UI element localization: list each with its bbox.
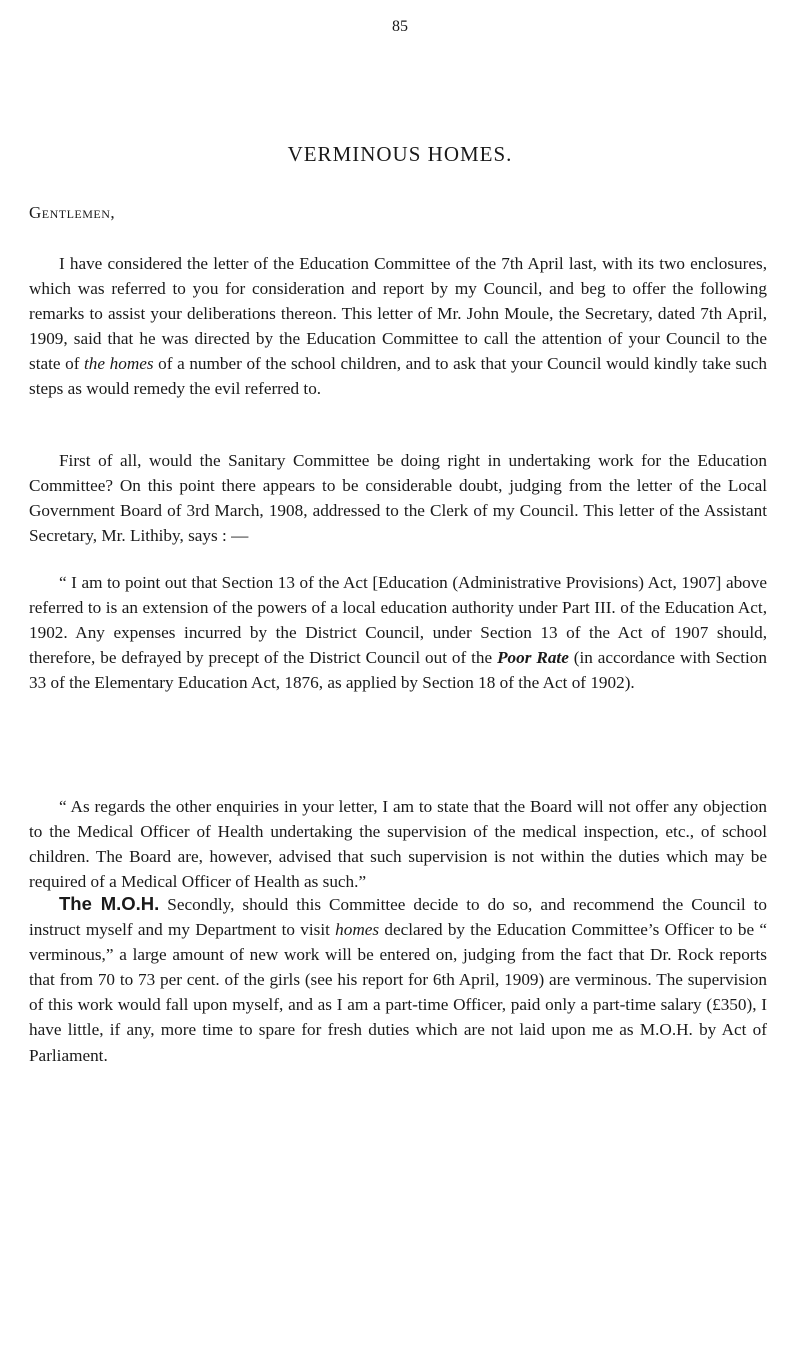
paragraph-5-italic: homes bbox=[335, 920, 380, 940]
salutation: Gentlemen, bbox=[29, 203, 116, 222]
paragraph-5-lead: The M.O.H. bbox=[59, 893, 160, 914]
paragraph-1-italic: the homes bbox=[84, 354, 154, 374]
paragraph-1 bbox=[29, 251, 767, 402]
paragraph-1-text-c: of a number of the school children, and to ask that your Council would kindly take such steps as would remedy the evil referred to. bbox=[29, 354, 767, 399]
paragraph-3-italic: Poor Rate bbox=[497, 648, 569, 668]
paragraph-3-quote bbox=[29, 570, 767, 695]
page-number: 85 bbox=[392, 18, 408, 35]
paragraph-5-text-c: declared by the Education Committee’s Officer to be “ verminous,” a large amount of new work will be entered on, judging from the fact that Dr. Rock reports that from 70 to 73 per cent. of the girls (see his report for 6th April, 1909) are verminous. The supervision of this work would fall upon myself, and as I am a part-time Officer, paid only a part-time salary (£350), I have little, if any, more time to spare for fresh duties which are not laid upon me as M.O.H. by Act of Parliament. bbox=[29, 920, 767, 1065]
paragraph-3-text-c: (in accordance with Section 33 of the Elementary Education Act, 1876, as applied by Section 18 of the Act of 1902). bbox=[29, 648, 767, 693]
paragraph-1-text-a: I have considered the letter of the Education Committee of the 7th April last, with its two enclosures, which was referred to you for consideration and report by my Council, and beg to offer the following remarks to assist your deliberations thereon. This letter of Mr. John Moule, the Secretary, dated 7th April, 1909, said that he was directed by the Education Committee to call the attention of your Council to the state of bbox=[29, 254, 767, 374]
paragraph-5-text-a: Secondly, should this Committee decide to do so, and recommend the Council to instruct myself and my Department to visit bbox=[29, 895, 767, 940]
paragraph-4-quote: “ As regards the other enquiries in your letter, I am to state that the Board will not offer any objection to the Medical Officer of Health undertaking the supervision of the medical inspection, etc., of school children. The Board are, however, advised that such supervision is not within the duties which may be required of a Medical Officer of Health as such.” bbox=[29, 797, 767, 892]
section-title: VERMINOUS HOMES. bbox=[287, 142, 513, 166]
paragraph-2: First of all, would the Sanitary Committee be doing right in undertaking work for the Education Committee? On this point there appears to be considerable doubt, judging from the letter of the Local Government Board of 3rd March, 1908, addressed to the Clerk of my Council. This letter of the Assistant Secretary, Mr. Lithiby, says : — bbox=[29, 451, 767, 546]
paragraph-3-text-a: “ I am to point out that Section 13 of the Act [Education (Administrative Provisions) Act, 1907] above referred to is an extension of the powers of a local education authority under Part III. of the Education Act, 1902. Any expenses incurred by the District Council, under Section 13 of the Act of 1907 should, therefore, be defrayed by precept of the District Council out of the bbox=[29, 573, 767, 668]
paragraph-5 bbox=[29, 891, 767, 1068]
